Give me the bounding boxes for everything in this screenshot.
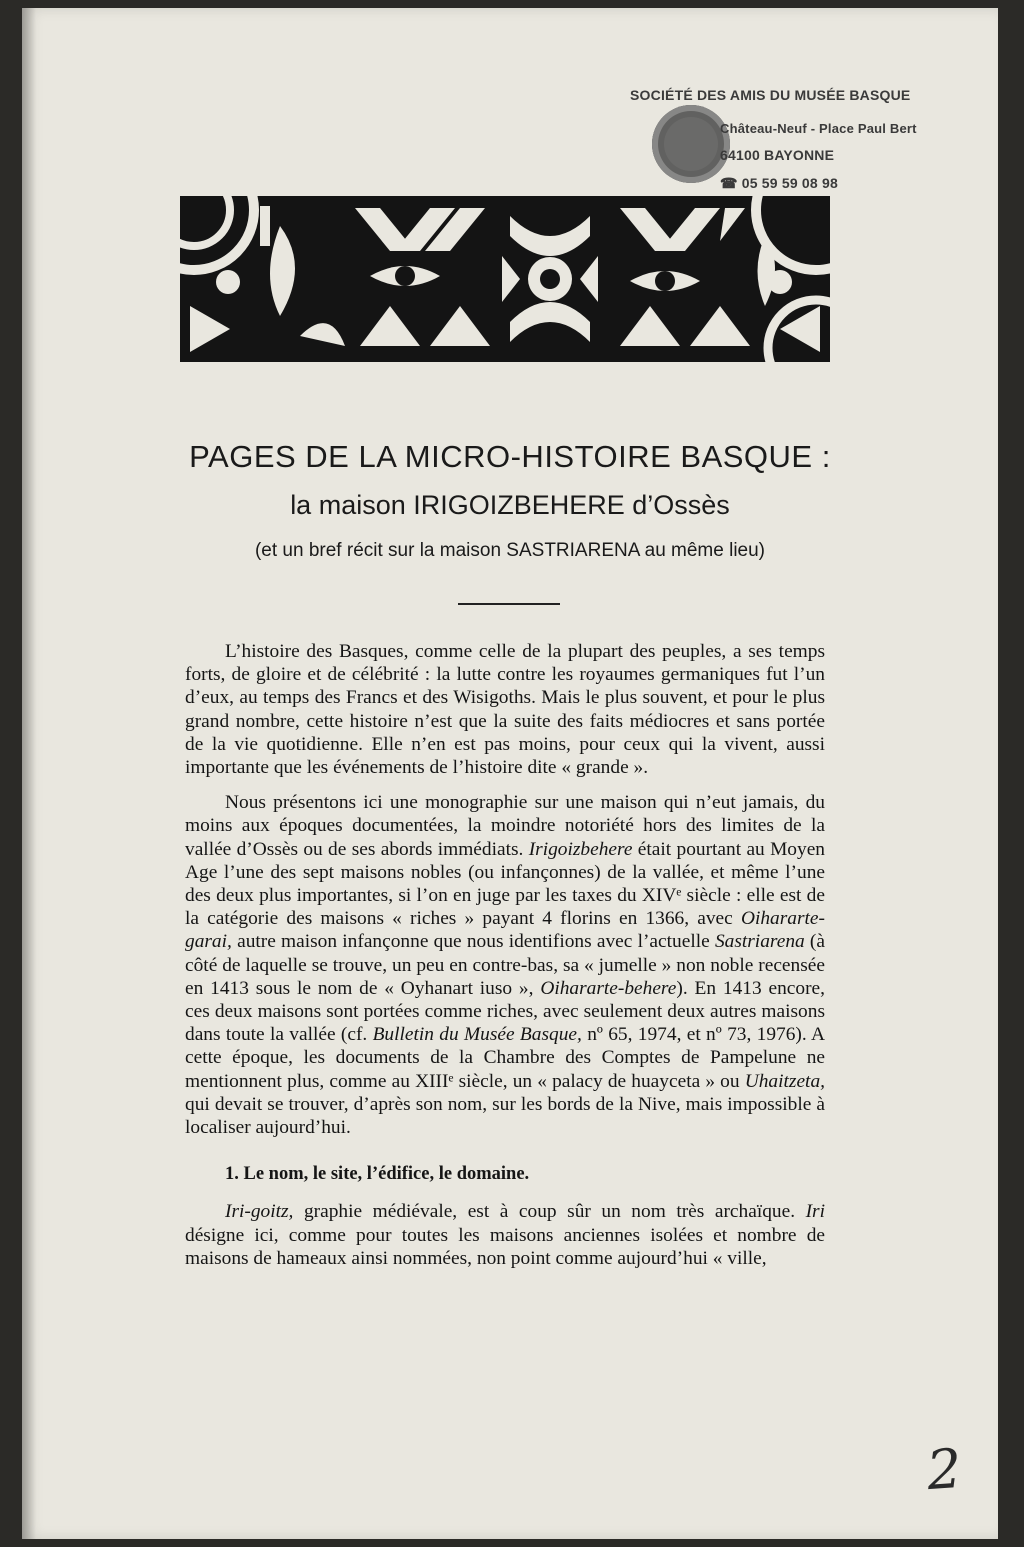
- italic-house-name: Sastriarena: [714, 931, 805, 953]
- handwritten-page-number: 2: [924, 1436, 964, 1503]
- document-page: [22, 8, 998, 1539]
- library-stamp: [630, 83, 970, 213]
- paragraph-3: [185, 1200, 825, 1270]
- section-heading: 1. Le nom, le site, l’édifice, le domaine.: [225, 1164, 530, 1185]
- stamp-line-1: SOCIÉTÉ DES AMIS DU MUSÉE BASQUE: [630, 87, 911, 103]
- paragraph-2-text: autre maison infançonne que nous identifions avec l’actuelle: [231, 931, 715, 953]
- paragraph-2-text: (à côté de laquelle se trouve, un peu en contre-bas, sa « jumelle » non noble recensée en 1413 sous le nom de « Oyhanart iuso »,: [185, 931, 825, 999]
- paragraph-3-text: désigne ici, comme pour toutes les maisons anciennes isolées et nombre de maisons de hameaux ainsi nommées, non point comme aujourd’hui « ville,: [185, 1224, 825, 1269]
- paragraph-2-text: était pourtant au Moyen Age l’une des sept maisons nobles (ou infançonnes) de la vallée, et même l’une des deux plus importantes, si l’on en juge par les taxes du XIVᵉ siècle : elle est de la catégorie des maisons « riches » payant 4 florins en 1366, avec: [185, 838, 826, 930]
- seal-icon: [652, 105, 730, 183]
- italic-place-name: Uhaitzeta,: [744, 1070, 825, 1092]
- italic-house-name: Oihararte-behere: [540, 977, 677, 999]
- italic-word: Iri: [805, 1201, 825, 1223]
- title-line-2: la maison IRIGOIZBEHERE d’Ossès: [290, 490, 730, 520]
- stamp-line-3: 64100 BAYONNE: [720, 147, 835, 163]
- stamp-line-2: Château-Neuf - Place Paul Bert: [720, 121, 917, 136]
- paragraph-2: [185, 791, 825, 1139]
- title-divider: [458, 603, 560, 605]
- title-line-1: PAGES DE LA MICRO-HISTOIRE BASQUE :: [189, 439, 831, 474]
- ornament-banner-icon: [180, 196, 830, 362]
- paragraph-1: L’histoire des Basques, comme celle de la plupart des peuples, a ses temps forts, de gloire et de célébrité : la lutte contre les royaumes germaniques fut l’un d’eux, au temps des Francs et des Wisigoths. Mais le plus souvent, et pour le plus grand nombre, cette histoire n’est que la suite des faits médiocres et sans portée de la vie quotidienne. Elle n’en est pas moins, pour ceux qui la vivent, aussi importante que les événements de l’histoire dite « grande ».: [185, 641, 825, 779]
- paragraph-2-text: ). En 1413 encore, ces deux maisons sont portées comme riches, avec seulement deux autres maisons dans toute la vallée (cf.: [185, 977, 825, 1046]
- paragraph-2-text: qui devait se trouver, d’après son nom, sur les bords de la Nive, mais impossible à localiser aujourd’hui.: [185, 1093, 825, 1139]
- italic-name: Iri-goitz,: [225, 1201, 294, 1223]
- italic-house-name: Irigoizbehere: [528, 838, 633, 860]
- article-body: [185, 640, 825, 1282]
- italic-house-name: Oihararte-garai,: [185, 908, 825, 953]
- paragraph-3-text: graphie médiévale, est à coup sûr un nom très archaïque.: [293, 1201, 806, 1223]
- subtitle: (et un bref récit sur la maison SASTRIARENA au même lieu): [254, 540, 766, 561]
- spine-shadow: [22, 8, 36, 1539]
- article-title: [22, 438, 998, 564]
- paragraph-2-text: nº 65, 1974, et nº 73, 1976). A cette époque, les documents de la Chambre des Comptes de Pampelune ne mentionnent plus, comme au XIIIᵉ siècle, un « palacy de huayceta » ou: [185, 1024, 825, 1092]
- paragraph-2-text: Nous présentons ici une monographie sur une maison qui n’eut jamais, du moins aux époques documentées, la moindre notoriété hors des limites de la vallée d’Ossès ou de ses abords immédiats.: [185, 792, 825, 860]
- stamp-line-4: ☎ 05 59 59 08 98: [720, 175, 838, 191]
- italic-citation: Bulletin du Musée Basque,: [372, 1024, 582, 1046]
